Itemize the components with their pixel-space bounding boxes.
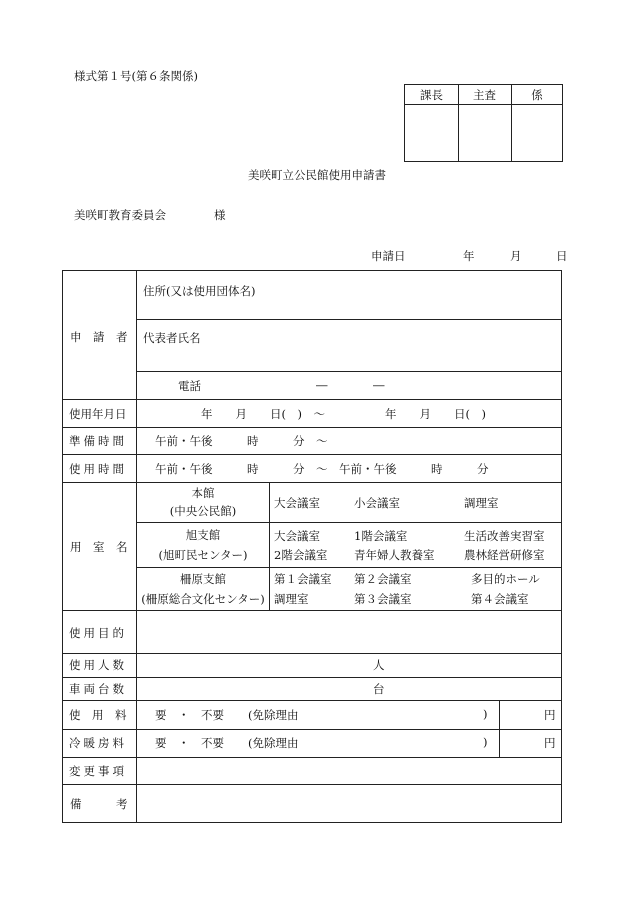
honkan-sub: (中央公民館) bbox=[169, 504, 237, 518]
room-asahi-3[interactable]: 生活改善実習室 bbox=[464, 529, 545, 543]
people-unit: 人 bbox=[373, 658, 385, 672]
room-yanahara-4[interactable]: 調理室 bbox=[274, 592, 309, 606]
stamp-shusa: 主査 bbox=[458, 85, 511, 105]
use-date-to[interactable]: 年 月 日( ) bbox=[385, 407, 486, 421]
room-yanahara-5[interactable]: 第３会議室 bbox=[354, 592, 412, 606]
hvac-label: 冷暖房料 bbox=[69, 736, 127, 750]
tel-dash-2: ― bbox=[373, 378, 385, 392]
fee-reason[interactable]: (免除理由 bbox=[248, 708, 299, 722]
room-honkan-3[interactable]: 調理室 bbox=[464, 496, 499, 510]
use-time-value[interactable]: 午前・午後 時 分 ～ 午前・午後 時 分 bbox=[155, 462, 489, 476]
prep-time-label: 準備時間 bbox=[69, 434, 127, 448]
honkan-name: 本館 bbox=[191, 486, 215, 500]
remarks-label: 備 考 bbox=[70, 797, 128, 811]
asahi-sub: (旭町民センター) bbox=[158, 548, 248, 562]
fee-unit: 円 bbox=[544, 708, 556, 722]
purpose-label: 使用目的 bbox=[69, 626, 127, 640]
prep-time-value[interactable]: 午前・午後 時 分 ～ bbox=[155, 434, 328, 448]
room-yanahara-2[interactable]: 第２会議室 bbox=[354, 572, 412, 586]
stamp-kakari: 係 bbox=[511, 85, 563, 105]
room-asahi-6[interactable]: 農林経営研修室 bbox=[464, 548, 545, 562]
hvac-reason-close: ) bbox=[483, 735, 488, 749]
tel-dash-1: ― bbox=[316, 378, 328, 392]
room-asahi-1[interactable]: 大会議室 bbox=[274, 529, 320, 543]
document-title: 美咲町立公民館使用申請書 bbox=[248, 168, 386, 182]
use-time-label: 使用時間 bbox=[69, 462, 127, 476]
cars-unit: 台 bbox=[373, 682, 385, 696]
applicant-address-field[interactable]: 住所(又は使用団体名) bbox=[143, 284, 256, 298]
fee-option[interactable]: 要 ・ 不要 bbox=[155, 708, 224, 722]
hvac-reason[interactable]: (免除理由 bbox=[248, 736, 299, 750]
yanahara-sub: (柵原総合文化センター) bbox=[141, 592, 265, 606]
form-number: 様式第１号(第６条関係) bbox=[74, 69, 198, 83]
hvac-option[interactable]: 要 ・ 不要 bbox=[155, 736, 224, 750]
apply-date-year: 年 bbox=[463, 249, 475, 263]
hvac-unit: 円 bbox=[544, 736, 556, 750]
rooms-label: 用 室 名 bbox=[70, 540, 128, 554]
room-asahi-5[interactable]: 青年婦人教養室 bbox=[354, 548, 435, 562]
approval-stamp-box bbox=[404, 84, 563, 162]
people-label: 使用人数 bbox=[69, 658, 127, 672]
room-asahi-4[interactable]: 2階会議室 bbox=[274, 548, 328, 562]
room-honkan-2[interactable]: 小会議室 bbox=[354, 496, 400, 510]
fee-reason-close: ) bbox=[483, 707, 488, 721]
yanahara-name: 柵原支館 bbox=[180, 572, 226, 586]
room-yanahara-1[interactable]: 第１会議室 bbox=[274, 572, 332, 586]
applicant-rep-field[interactable]: 代表者氏名 bbox=[143, 331, 201, 345]
application-form-table bbox=[62, 270, 562, 823]
applicant-label: 申 請 者 bbox=[70, 330, 128, 344]
apply-date-month: 月 bbox=[510, 249, 522, 263]
addressee-name: 美咲町教育委員会 bbox=[74, 208, 166, 222]
stamp-kacho: 課長 bbox=[405, 85, 458, 105]
room-yanahara-6[interactable]: 第４会議室 bbox=[471, 592, 529, 606]
fee-label: 使 用 料 bbox=[69, 708, 127, 722]
asahi-name: 旭支館 bbox=[185, 528, 221, 542]
use-date-label: 使用年月日 bbox=[69, 407, 127, 421]
room-honkan-1[interactable]: 大会議室 bbox=[274, 496, 320, 510]
room-yanahara-3[interactable]: 多目的ホール bbox=[471, 572, 540, 586]
cars-label: 車両台数 bbox=[69, 682, 127, 696]
applicant-tel-field[interactable]: 電話 bbox=[178, 379, 201, 393]
addressee-honorific: 様 bbox=[214, 208, 226, 222]
use-date-from[interactable]: 年 月 日( ) ～ bbox=[201, 407, 325, 421]
room-asahi-2[interactable]: 1階会議室 bbox=[354, 529, 408, 543]
apply-date-label: 申請日 bbox=[371, 249, 406, 263]
apply-date-day: 日 bbox=[556, 249, 568, 263]
changes-label: 変更事項 bbox=[69, 764, 127, 778]
